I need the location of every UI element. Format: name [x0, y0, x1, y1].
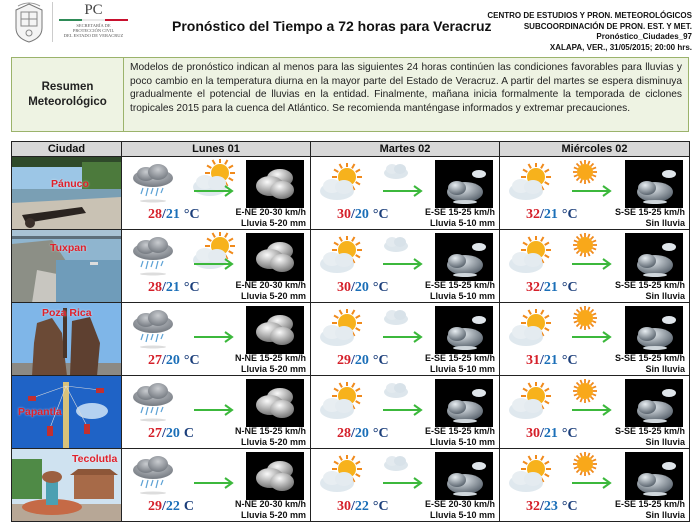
- sun-cloud-icon: [317, 455, 367, 495]
- day-forecast: [500, 157, 689, 229]
- moon-cloud-icon: [435, 452, 493, 500]
- wind-text: S-SE 15-25 km/h: [614, 280, 685, 290]
- wind-rain-info: [425, 280, 495, 302]
- temp-high: 28: [337, 426, 351, 441]
- temp-high: 27: [148, 353, 162, 368]
- city-name: Tuxpan: [50, 242, 87, 254]
- header: [0, 0, 700, 50]
- header-city: Ciudad: [12, 142, 122, 157]
- day-forecast: [311, 376, 499, 448]
- temp-low: 22: [354, 499, 369, 514]
- day-forecast-cell: [311, 157, 500, 230]
- temp-high: 28: [148, 207, 162, 222]
- wind-rain-info: [615, 353, 685, 375]
- sun-icon: [568, 305, 602, 331]
- temp-unit: C: [183, 499, 195, 514]
- temp-low: 21: [165, 207, 180, 222]
- wind-text: S-SE 15-25 km/h: [614, 353, 685, 363]
- temp-low: 20: [354, 207, 369, 222]
- moon-cloud-icon: [625, 452, 683, 500]
- wind-text: E-SE 15-25 km/h: [424, 280, 495, 290]
- rain-text: Lluvia 5-20 mm: [240, 218, 306, 228]
- state-seal-logo: [12, 2, 46, 44]
- temp-high: 32: [526, 280, 540, 295]
- sun-cloud-icon: [317, 382, 367, 422]
- temp-high: 32: [526, 207, 540, 222]
- temp-low: 22: [165, 499, 180, 514]
- temp-high: 30: [337, 499, 351, 514]
- temp-separator: /: [162, 353, 166, 368]
- day-forecast: [122, 376, 310, 448]
- temp-unit: °C: [561, 426, 578, 441]
- day-forecast: [311, 157, 499, 229]
- wind-rain-info: [235, 426, 306, 448]
- wind-text: S-SE 15-25 km/h: [614, 426, 685, 436]
- day-forecast-cell: [500, 449, 690, 522]
- wind-text: E-NE 20-30 km/h: [235, 280, 306, 290]
- temperature: [526, 280, 578, 296]
- temperature: [148, 207, 200, 223]
- arrow-right-icon: [572, 477, 614, 489]
- day-forecast-cell: [311, 376, 500, 449]
- temp-high: 29: [148, 499, 162, 514]
- day-forecast-cell: [122, 157, 311, 230]
- sun-cloud-icon: [317, 236, 367, 276]
- rain-text: Sin lluvia: [645, 437, 685, 447]
- temperature: [148, 499, 194, 515]
- temp-unit: °C: [372, 207, 389, 222]
- org-line-subcoord: SUBCOORDINACIÓN DE PRON. EST. Y MET.: [523, 21, 692, 31]
- day-forecast: [311, 230, 499, 302]
- night-clouds-icon: [246, 160, 304, 208]
- temperature: [526, 499, 578, 515]
- header-day-2: Martes 02: [311, 142, 500, 157]
- sun-icon: [568, 159, 602, 185]
- arrow-right-icon: [383, 477, 425, 489]
- wind-text: N-NE 20-30 km/h: [234, 499, 306, 509]
- rain-text: Lluvia 5-10 mm: [429, 291, 495, 301]
- city-photo: [12, 157, 121, 229]
- temp-low: 21: [165, 280, 180, 295]
- arrow-right-icon: [194, 404, 236, 416]
- rain-cloud-icon: [128, 236, 178, 276]
- temp-separator: /: [540, 499, 544, 514]
- issue-date: XALAPA, VER., 31/05/2015; 20:00 hrs.: [549, 42, 692, 52]
- day-forecast-cell: [122, 230, 311, 303]
- moon-cloud-icon: [435, 379, 493, 427]
- temp-unit: °C: [183, 280, 200, 295]
- city-cell: [12, 449, 122, 522]
- rain-text: Sin lluvia: [645, 364, 685, 374]
- day-forecast-cell: [500, 157, 690, 230]
- arrow-right-icon: [194, 331, 236, 343]
- wind-text: N-NE 15-25 km/h: [234, 353, 306, 363]
- day-forecast-cell: [122, 449, 311, 522]
- day-forecast: [311, 303, 499, 375]
- temp-separator: /: [540, 426, 544, 441]
- sun-icon: [568, 451, 602, 477]
- temp-separator: /: [162, 280, 166, 295]
- temperature: [526, 353, 578, 369]
- temp-high: 30: [337, 207, 351, 222]
- wind-text: E-NE 20-30 km/h: [235, 207, 306, 217]
- city-name: Tecolutla: [72, 453, 118, 465]
- wind-text: N-NE 15-25 km/h: [234, 426, 306, 436]
- pc-logo-subtitle-2: PROTECCIÓN CIVIL: [72, 28, 115, 33]
- temp-unit: C: [183, 426, 195, 441]
- day-forecast-cell: [500, 230, 690, 303]
- temperature: [337, 426, 389, 442]
- table-row: [12, 230, 690, 303]
- temp-separator: /: [540, 207, 544, 222]
- fog-cloud-icon: [379, 232, 413, 258]
- day-forecast-cell: [500, 376, 690, 449]
- wind-rain-info: [235, 280, 306, 302]
- temp-low: 20: [165, 426, 180, 441]
- day-forecast-cell: [122, 376, 311, 449]
- day-forecast: [311, 449, 499, 521]
- moon-cloud-icon: [435, 306, 493, 354]
- temp-separator: /: [540, 353, 544, 368]
- rain-text: Sin lluvia: [645, 218, 685, 228]
- summary-label: Resumen Meteorológico: [12, 58, 124, 131]
- arrow-right-icon: [383, 258, 425, 270]
- temp-unit: °C: [561, 499, 578, 514]
- moon-cloud-icon: [625, 160, 683, 208]
- arrow-right-icon: [572, 331, 614, 343]
- temp-high: 28: [148, 280, 162, 295]
- wind-rain-info: [425, 207, 495, 229]
- arrow-right-icon: [383, 185, 425, 197]
- day-forecast: [122, 157, 310, 229]
- wind-rain-info: [615, 280, 685, 302]
- city-name: Papantla: [18, 406, 62, 418]
- sun-cloud-icon: [506, 455, 556, 495]
- arrow-right-icon: [383, 404, 425, 416]
- temp-separator: /: [351, 353, 355, 368]
- header-day-1: Lunes 01: [122, 142, 311, 157]
- arrow-right-icon: [194, 477, 236, 489]
- temp-separator: /: [162, 426, 166, 441]
- temp-low: 23: [543, 499, 558, 514]
- arrow-right-icon: [194, 258, 236, 270]
- pc-logo-subtitle-1: SECRETARÍA DE: [76, 23, 111, 28]
- temp-unit: °C: [561, 207, 578, 222]
- arrow-right-icon: [383, 331, 425, 343]
- rain-cloud-icon: [128, 382, 178, 422]
- org-line-center: CENTRO DE ESTUDIOS Y PRON. METEOROLÓGICOS: [487, 11, 692, 20]
- sun-icon: [568, 232, 602, 258]
- wind-text: E-SE 15-25 km/h: [424, 426, 495, 436]
- sun-cloud-icon: [317, 163, 367, 203]
- wind-rain-info: [425, 353, 495, 375]
- arrow-right-icon: [572, 185, 614, 197]
- temp-unit: °C: [561, 280, 578, 295]
- rain-text: Lluvia 5-20 mm: [240, 291, 306, 301]
- table-row: [12, 449, 690, 522]
- sun-cloud-icon: [506, 163, 556, 203]
- city-cell: [12, 157, 122, 230]
- temp-low: 20: [354, 426, 369, 441]
- table-header-row: [12, 142, 690, 157]
- temperature: [526, 207, 578, 223]
- temp-high: 32: [526, 499, 540, 514]
- wind-text: E-SE 20-30 km/h: [424, 499, 495, 509]
- sun-cloud-icon: [190, 232, 224, 258]
- day-forecast-cell: [500, 303, 690, 376]
- day-forecast-cell: [311, 230, 500, 303]
- temp-high: 29: [337, 353, 351, 368]
- day-forecast: [122, 230, 310, 302]
- night-clouds-icon: [246, 379, 304, 427]
- temp-low: 20: [354, 280, 369, 295]
- temperature: [337, 207, 389, 223]
- rain-text: Lluvia 5-10 mm: [429, 510, 495, 520]
- moon-cloud-icon: [625, 379, 683, 427]
- wind-text: E-SE 15-25 km/h: [424, 207, 495, 217]
- day-forecast: [500, 230, 689, 302]
- rain-cloud-icon: [128, 455, 178, 495]
- temp-unit: °C: [372, 353, 389, 368]
- day-forecast: [500, 449, 689, 521]
- sun-cloud-icon: [506, 236, 556, 276]
- temp-unit: °C: [561, 353, 578, 368]
- temp-separator: /: [351, 207, 355, 222]
- temp-low: 21: [543, 280, 558, 295]
- wind-rain-info: [615, 207, 685, 229]
- temperature: [337, 499, 389, 515]
- temp-low: 21: [543, 353, 558, 368]
- city-cell: [12, 303, 122, 376]
- night-clouds-icon: [246, 306, 304, 354]
- temp-low: 20: [165, 353, 180, 368]
- day-forecast: [122, 303, 310, 375]
- fog-cloud-icon: [379, 378, 413, 404]
- arrow-right-icon: [572, 404, 614, 416]
- temp-high: 30: [337, 280, 351, 295]
- wind-text: S-SE 15-25 km/h: [614, 207, 685, 217]
- temp-unit: °C: [372, 426, 389, 441]
- temperature: [337, 280, 389, 296]
- temp-separator: /: [351, 499, 355, 514]
- rain-cloud-icon: [128, 163, 178, 203]
- wind-rain-info: [235, 207, 306, 229]
- moon-cloud-icon: [625, 233, 683, 281]
- rain-text: Lluvia 5-10 mm: [429, 218, 495, 228]
- temp-unit: °C: [372, 280, 389, 295]
- header-day-3: Miércoles 02: [500, 142, 690, 157]
- wind-text: E-SE 15-25 km/h: [424, 353, 495, 363]
- rain-cloud-icon: [128, 309, 178, 349]
- temp-separator: /: [351, 426, 355, 441]
- pc-logo-title: PC: [84, 2, 103, 18]
- rain-text: Lluvia 5-20 mm: [240, 364, 306, 374]
- night-clouds-icon: [246, 452, 304, 500]
- temperature: [148, 426, 194, 442]
- temp-separator: /: [351, 280, 355, 295]
- table-row: [12, 303, 690, 376]
- city-photo: [12, 230, 121, 302]
- pc-flag-bar: [59, 19, 128, 21]
- forecast-table: [11, 141, 690, 522]
- day-forecast: [500, 303, 689, 375]
- city-name: Pánuco: [51, 178, 89, 190]
- page-title: Pronóstico del Tiempo a 72 horas para Veracruz: [172, 18, 492, 34]
- day-forecast-cell: [311, 303, 500, 376]
- temperature: [526, 426, 578, 442]
- night-clouds-icon: [246, 233, 304, 281]
- temperature: [337, 353, 389, 369]
- temp-separator: /: [162, 499, 166, 514]
- weather-summary: [11, 57, 689, 132]
- temp-low: 20: [354, 353, 369, 368]
- organization-block: [487, 11, 692, 53]
- day-forecast: [500, 376, 689, 448]
- temp-low: 21: [543, 207, 558, 222]
- temp-unit: °C: [183, 353, 200, 368]
- fog-cloud-icon: [379, 451, 413, 477]
- sun-cloud-icon: [506, 309, 556, 349]
- sun-icon: [568, 378, 602, 404]
- temp-unit: °C: [183, 207, 200, 222]
- temp-unit: °C: [372, 499, 389, 514]
- temp-low: 21: [543, 426, 558, 441]
- temperature: [148, 353, 200, 369]
- summary-text: Modelos de pronóstico indican al menos para las siguientes 24 horas continúen las condiciones favorables para lluvias y poco cambio en la temperatura diurna en la mayor parte del Estado de Veracruz. A partir del martes se espera disminuya gradualmente el potencial de lluvias en la entidad. Finalmente, mañana inicia formalmente la temporada de ciclones tropicales 2015 para la cuenca del Atlántico. Se recomienda manténgase informados y extremar precauciones.: [130, 62, 682, 114]
- temp-separator: /: [540, 280, 544, 295]
- city-cell: [12, 230, 122, 303]
- wind-rain-info: [235, 353, 306, 375]
- moon-cloud-icon: [435, 233, 493, 281]
- temp-high: 31: [526, 353, 540, 368]
- wind-rain-info: [615, 426, 685, 448]
- rain-text: Lluvia 5-20 mm: [240, 437, 306, 447]
- wind-text: E-SE 15-25 km/h: [614, 499, 685, 509]
- day-forecast-cell: [311, 449, 500, 522]
- sun-cloud-icon: [317, 309, 367, 349]
- rain-text: Lluvia 5-10 mm: [429, 437, 495, 447]
- wind-rain-info: [425, 426, 495, 448]
- rain-text: Lluvia 5-10 mm: [429, 364, 495, 374]
- moon-cloud-icon: [435, 160, 493, 208]
- arrow-right-icon: [194, 185, 236, 197]
- rain-text: Sin lluvia: [645, 510, 685, 520]
- temperature: [148, 280, 200, 296]
- fog-cloud-icon: [379, 159, 413, 185]
- table-row: [12, 376, 690, 449]
- rain-text: Sin lluvia: [645, 291, 685, 301]
- day-forecast: [122, 449, 310, 521]
- day-forecast-cell: [122, 303, 311, 376]
- arrow-right-icon: [572, 258, 614, 270]
- pc-logo-subtitle-3: DEL ESTADO DE VERACRUZ: [63, 33, 124, 38]
- sun-cloud-icon: [190, 159, 224, 185]
- moon-cloud-icon: [625, 306, 683, 354]
- table-row: [12, 157, 690, 230]
- rain-text: Lluvia 5-20 mm: [240, 510, 306, 520]
- city-cell: [12, 376, 122, 449]
- temp-separator: /: [162, 207, 166, 222]
- sun-cloud-icon: [506, 382, 556, 422]
- fog-cloud-icon: [379, 305, 413, 331]
- proteccion-civil-logo: [52, 2, 130, 42]
- forecast-id: Pronóstico_Ciudades_97: [596, 32, 692, 41]
- temp-high: 30: [526, 426, 540, 441]
- city-name: Poza Rica: [42, 307, 92, 319]
- temp-high: 27: [148, 426, 162, 441]
